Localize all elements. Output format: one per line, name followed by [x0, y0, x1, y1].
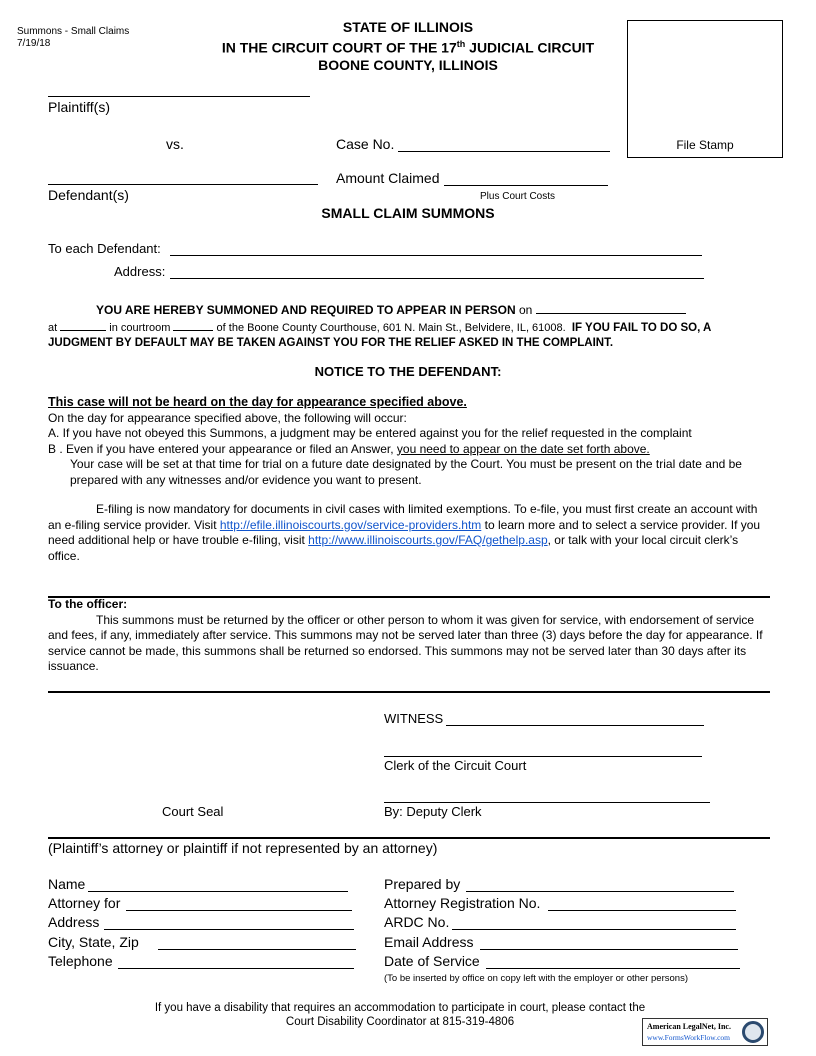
notice-item-b-cont: Your case will be set at that time for trial on a future date designated by the Court. You must be present on the trial date and be prepared with any witnesses and/or evidence you want to present. — [70, 457, 742, 487]
appearance-time-input[interactable] — [60, 319, 106, 331]
officer-section — [48, 597, 770, 675]
header-circuit: IN THE CIRCUIT COURT OF THE 17th JUDICIAL CIRCUIT — [221, 39, 595, 56]
ardc-label: ARDC No. — [384, 914, 450, 930]
deputy-clerk-label: By: Deputy Clerk — [384, 804, 482, 819]
case-no-input[interactable] — [398, 136, 610, 152]
form-meta — [17, 26, 129, 50]
file-stamp-box — [627, 20, 783, 158]
form-name: Summons - Small Claims — [17, 26, 130, 37]
efile-providers-link[interactable]: http://efile.illinoiscourts.gov/service-providers.htm — [219, 517, 482, 532]
to-defendant-input[interactable] — [170, 241, 702, 256]
attorney-heading: (Plaintiff’s attorney or plaintiff if not represented by an attorney) — [48, 840, 438, 856]
defendant-label: Defendant(s) — [48, 187, 129, 203]
ardc-input[interactable] — [452, 914, 736, 930]
name-label: Name — [48, 876, 86, 892]
globe-icon — [742, 1021, 764, 1043]
efiling-paragraph: E-filing is now mandatory for documents in civil cases with limited exemptions. To e-file, you must first create an account with an e-filing service provider. Visit http://efile.illinoiscourts.gov/service-providers.htm to learn more and to select a service provider. If you need additional help or have trouble e-filing, visit http://www.illinoiscourts.gov/FAQ/gethelp.asp, or talk with your local circuit clerk’s office. — [48, 502, 761, 563]
witness-input[interactable] — [446, 711, 704, 726]
deputy-signature-input[interactable] — [384, 788, 710, 803]
court-header — [160, 19, 656, 74]
registration-input[interactable] — [548, 895, 736, 911]
amount-claimed-label: Amount Claimed — [336, 170, 440, 186]
divider — [48, 691, 770, 693]
divider — [48, 837, 770, 839]
to-defendant-label: To each Defendant: — [48, 241, 161, 256]
summons-paragraph: YOU ARE HEREBY SUMMONED AND REQUIRED TO APPEAR IN PERSON on at in courtroom of the Boone County Courthouse, 601 N. Main St., Belvidere, IL, 61008. IF YOU FAIL TO DO SO, A JUDGMENT BY DEFAULT MAY BE TAKEN AGAINST YOU FOR THE RELIEF ASKED IN THE COMPLAINT. — [48, 303, 711, 349]
witness-label: WITNESS — [384, 711, 444, 726]
gethelp-link[interactable]: http://www.illinoiscourts.gov/FAQ/gethelp.asp — [308, 533, 548, 547]
address-field-input[interactable] — [104, 914, 354, 930]
officer-text: This summons must be returned by the officer or other person to whom it was given for service, with endorsement of service and fees, if any, immediately after service. This summons may not be served later than three (3) days before the day for appearance. If service cannot be made, this summons shall be returned so endorsed. This summons may not be served later than 30 days after its issuance. — [48, 612, 763, 673]
header-state: STATE OF ILLINOIS — [342, 19, 474, 35]
not-heard-notice: This case will not be heard on the day for appearance specified above. — [48, 395, 467, 409]
attorney-for-label: Attorney for — [48, 895, 121, 911]
header-county: BOONE COUNTY, ILLINOIS — [318, 56, 498, 73]
disability-notice: If you have a disability that requires an accommodation to participate in court, please contact the Court Disability Coordinator at 815-319-4806 — [154, 1002, 646, 1028]
notice-heading: NOTICE TO THE DEFENDANT: — [314, 364, 502, 379]
plaintiff-input[interactable] — [48, 80, 310, 97]
date-of-service-input[interactable] — [486, 953, 740, 969]
prepared-by-input[interactable] — [466, 876, 734, 892]
vs-label: vs. — [166, 136, 184, 152]
amount-claimed-input[interactable] — [444, 170, 608, 186]
email-input[interactable] — [480, 934, 738, 950]
court-seal-label: Court Seal — [162, 804, 224, 819]
case-no-label: Case No. — [336, 136, 395, 152]
attorney-for-input[interactable] — [126, 895, 352, 911]
form-date: 7/19/18 — [17, 38, 51, 49]
officer-heading: To the officer: — [48, 597, 128, 611]
email-label: Email Address — [384, 934, 474, 950]
telephone-label: Telephone — [48, 953, 113, 969]
address-input[interactable] — [170, 264, 704, 279]
notice-item-a: A. If you have not obeyed this Summons, a judgment may be entered against you for the relief requested in the complaint — [48, 426, 692, 440]
registration-label: Attorney Registration No. — [384, 895, 541, 911]
clerk-label: Clerk of the Circuit Court — [384, 758, 527, 773]
notice-section — [48, 395, 770, 488]
notice-item-b: B . Even if you have entered your appearance or filed an Answer, you need to appear on the date set forth above. — [48, 441, 650, 456]
clerk-signature-input[interactable] — [384, 742, 702, 757]
appearance-date-input[interactable] — [536, 302, 686, 314]
courtroom-input[interactable] — [173, 319, 213, 331]
prepared-by-label: Prepared by — [384, 876, 461, 892]
city-state-zip-label: City, State, Zip — [48, 934, 139, 950]
plus-court-costs: Plus Court Costs — [480, 191, 556, 202]
defendant-input[interactable] — [48, 168, 318, 185]
city-state-zip-input[interactable] — [158, 934, 356, 950]
default-warning: IF YOU FAIL TO DO SO, A JUDGMENT BY DEFAULT MAY BE TAKEN AGAINST YOU FOR THE RELIEF ASKED IN THE COMPLAINT. — [48, 321, 711, 349]
form-title: SMALL CLAIM SUMMONS — [321, 205, 495, 221]
date-of-service-label: Date of Service — [384, 953, 480, 969]
notice-intro: On the day for appearance specified above, the following will occur: — [48, 410, 407, 425]
address-field-label: Address — [48, 914, 100, 930]
telephone-input[interactable] — [118, 953, 354, 969]
plaintiff-label: Plaintiff(s) — [48, 99, 110, 115]
american-legalnet-logo: American LegalNet, Inc. www.FormsWorkFlow.com — [642, 1018, 768, 1046]
file-stamp-label: File Stamp — [676, 138, 734, 152]
date-of-service-note: (To be inserted by office on copy left with the employer or other persons) — [384, 973, 688, 984]
summons-bold-text: YOU ARE HEREBY SUMMONED AND REQUIRED TO APPEAR IN PERSON — [96, 303, 516, 317]
name-input[interactable] — [88, 876, 348, 892]
address-label: Address: — [114, 264, 166, 279]
